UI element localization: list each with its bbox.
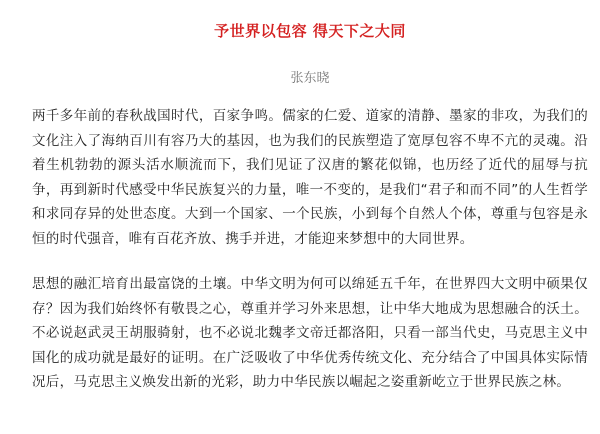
article-title: 予世界以包容 得天下之大同 (214, 22, 406, 40)
article-paragraph-1: 两千多年前的春秋战国时代，百家争鸣。儒家的仁爱、道家的清静、墨家的非攻，为我们的文化注入了海纳百川有容乃大的基因，也为我们的民族塑造了宽厚包容不卑不亢的灵魂。沿着生机勃勃的源头活水顺流而下，我们见证了汉唐的繁花似锦，也历经了近代的屈辱与抗争，再到新时代感受中华民族复兴的力量，唯一不变的，是我们“君子和而不同”的人生哲学和求同存异的处世态度。大到一个国家、一个民族，小到每个自然人个体，尊重与包容是永恒的时代强音，唯有百花齐放、携手并进，才能迎来梦想中的大同世界。 (32, 108, 588, 247)
article-paragraph-2: 思想的融汇培育出最富饶的土壤。中华文明为何可以绵延五千年，在世界四大文明中硕果仅存？因为我们始终怀有敬畏之心，尊重并学习外来思想，让中华大地成为思想融合的沃土。不必说赵武灵王胡服骑射，也不必说北魏孝文帝迁都洛阳，只看一部当代史，马克思主义中国化的成功就是最好的证明。在广泛吸收了中华优秀传统文化、充分结合了中国具体实际情况后，马克思主义焕发出新的光彩，助力中华民族以崛起之姿重新屹立于世界民族之林。 (32, 276, 588, 390)
article-author: 张东晓 (290, 71, 330, 86)
